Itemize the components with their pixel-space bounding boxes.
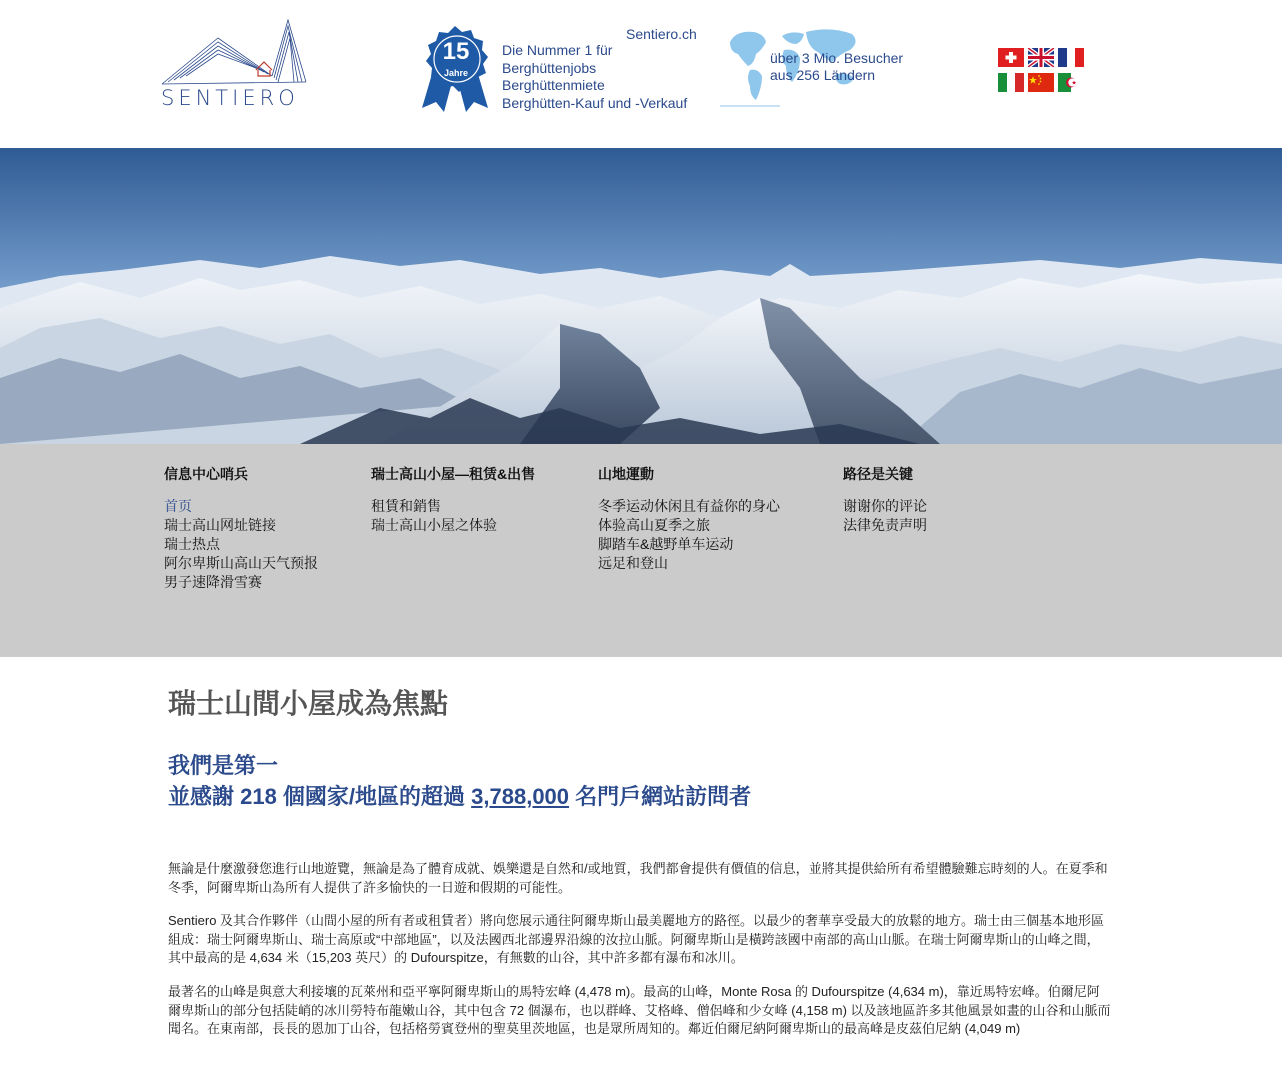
main-navigation [0,444,1282,657]
nav-heading: 山地運動 [598,466,654,482]
nav-link-home[interactable]: 首页 [164,498,192,514]
nav-link[interactable]: 瑞士高山小屋之体验 [371,517,497,533]
hero-mountain-panorama [0,148,1282,444]
france-flag-icon[interactable] [1058,48,1084,67]
italy-flag-icon[interactable] [998,73,1024,92]
visitor-line: aus 256 Ländern [770,67,876,83]
subtitle-suffix: 名門戶網站訪問者 [569,784,752,809]
subtitle-line: 我們是第一 [168,753,279,778]
nav-heading: 路径是关键 [843,466,913,482]
nav-link[interactable]: 男子速降滑雪赛 [164,574,262,590]
nav-link[interactable]: 瑞士热点 [164,536,220,552]
mountain-logo-icon [160,16,312,88]
visitor-stats [770,50,903,84]
page-subtitle [168,750,751,812]
nav-link[interactable]: 远足和登山 [598,555,668,571]
subtitle-prefix: 並感謝 218 個國家/地區的超過 [168,784,472,809]
nav-heading: 信息中心哨兵 [164,466,248,482]
subtitle-line [168,781,751,812]
language-flags [998,48,1088,94]
nav-column-info [164,464,318,592]
mountain-panorama-image [0,148,1282,444]
intro-paragraph: 無論是什麼激發您進行山地遊覽，無論是為了體育成就、娛樂還是自然和/或地質，我們都會提供有價值的信息，並將其提供給所有希望體驗難忘時刻的人。在夏季和冬季，阿爾卑斯山為所有人提供了許多愉快的一日遊和假期的可能性。 [168,861,1108,895]
nav-link[interactable]: 体验高山夏季之旅 [598,517,710,533]
nav-link[interactable]: 冬季运动休闲且有益你的身心 [598,498,780,514]
promo-line: Berghütten-Kauf und -Verkauf [502,94,688,111]
visitor-line: über 3 Mio. Besucher [770,50,904,66]
body-paragraph: 最著名的山峰是與意大利接壤的瓦萊州和亞平寧阿爾卑斯山的馬特宏峰 (4,478 m)。最高的山峰，Monte Rosa 的 Dufourspitze (4,634 m)，靠近馬特宏峰。伯爾尼阿爾卑斯山的部分包括陡峭的冰川勞特布龍嫩山谷，其中包含 72 個瀑布，也以群峰、艾格峰、僧侶峰和少女峰 (4,158 m) 以及該地區許多其他風景如畫的山谷和山脈而聞名。在東南部，長長的恩加丁山谷，包括格勞賓登州的聖莫里茨地區，也是眾所周知的。鄰近伯爾尼納阿爾卑斯山的最高峰是皮茲伯尼納 (4,049 m) [168,984,1111,1036]
nav-link[interactable]: 脚踏车&越野单车运动 [598,536,734,552]
anniversary-badge [418,24,492,112]
page-title: 瑞士山間小屋成為焦點 [168,688,449,719]
promo-line: Berghüttenjobs [502,59,597,76]
visitor-count-link[interactable]: 3,788,000 [471,784,570,809]
sentiero-logo[interactable] [160,16,312,110]
nav-link[interactable]: 谢谢你的评论 [843,498,927,514]
china-flag-icon[interactable] [1028,73,1054,92]
nav-heading: 瑞士高山小屋—租赁&出售 [371,466,536,482]
nav-column-path [843,464,927,535]
switzerland-flag-icon[interactable] [998,48,1024,67]
nav-link[interactable]: 租賃和銷售 [371,498,441,514]
body-paragraph: Sentiero 及其合作夥伴（山間小屋的所有者或租賃者）將向您展示通往阿爾卑斯山最美麗地方的路徑。以最少的奢華享受最大的放鬆的地方。瑞士由三個基本地形區組成：瑞士阿爾卑斯山、瑞士高原或“中部地區”，以及法國西北部邊界沿線的汝拉山脈。阿爾卑斯山是橫跨該國中南部的高山山脈。在瑞士阿爾卑斯山的山峰之間，其中最高的是 4,634 米（15,203 英尺）的 Dufourspitze，有無數的山谷，其中許多都有瀑布和冰川。 [168,913,1105,965]
promo-text [502,42,687,112]
promo-line: Die Nummer 1 für [502,42,613,58]
nav-link[interactable]: 瑞士高山网址链接 [164,517,276,533]
promo-line: Berghüttenmiete [502,77,605,93]
nav-link[interactable]: 法律免责声明 [843,517,927,533]
badge-number: 15 [442,38,470,65]
site-name[interactable]: Sentiero.ch [626,26,697,42]
site-header [0,0,1282,148]
nav-link[interactable]: 阿尔卑斯山高山天气预报 [164,555,318,571]
logo-text: SENTIERO [161,86,299,110]
nav-column-sports [598,464,780,573]
algeria-flag-icon[interactable] [1058,73,1084,92]
nav-column-huts [371,464,535,535]
uk-flag-icon[interactable] [1028,48,1054,67]
badge-subtitle: Jahre [443,68,469,78]
